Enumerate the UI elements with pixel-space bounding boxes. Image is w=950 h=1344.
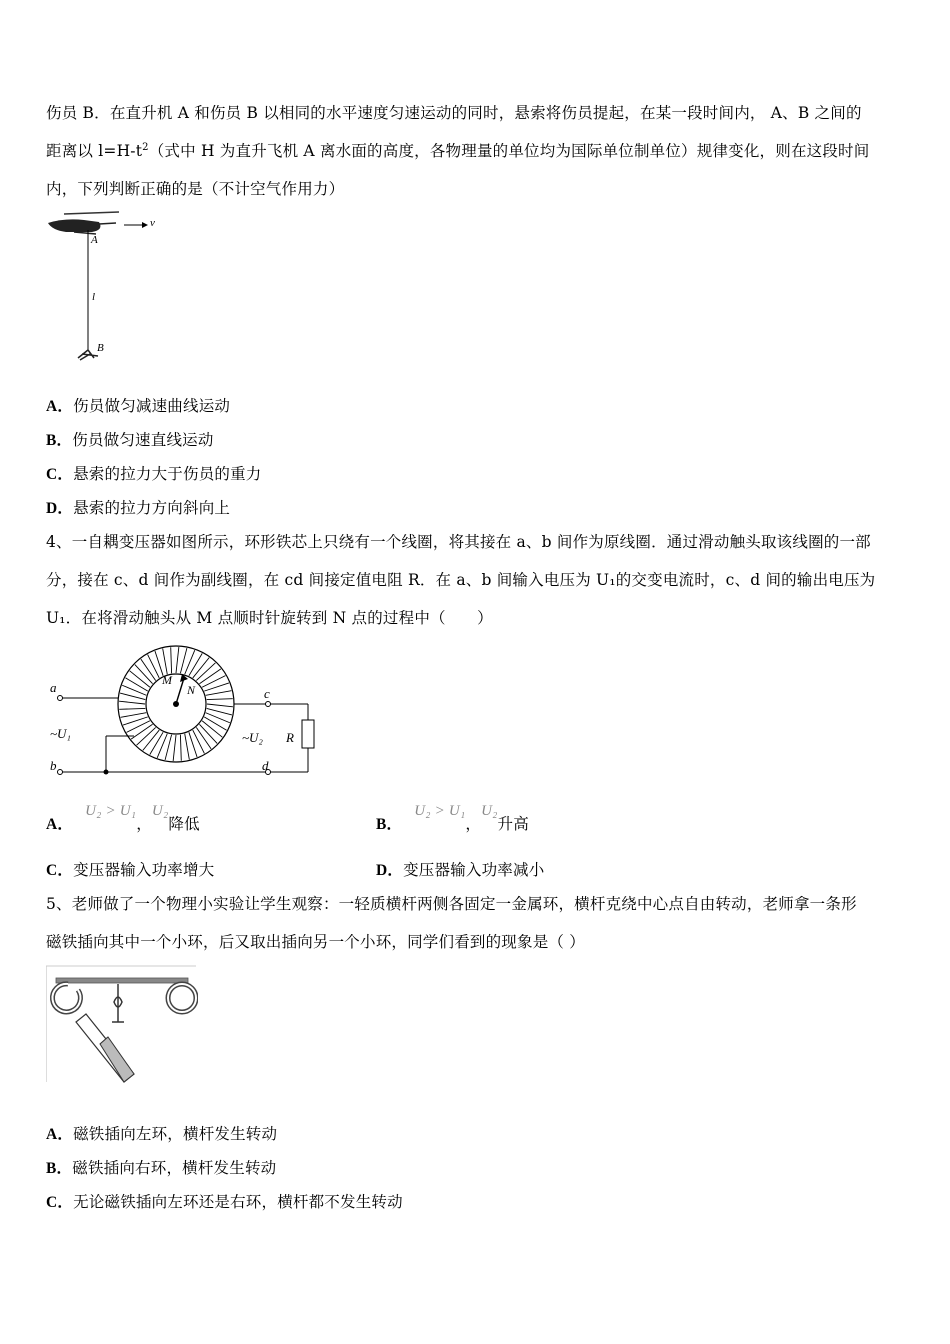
q3-option-d[interactable]: [46, 496, 230, 518]
coil-winding: [119, 708, 145, 709]
option-var: U₂: [481, 803, 498, 819]
coil-winding: [202, 721, 222, 737]
option-text: 磁铁插向左环，横杆发生转动: [73, 1125, 278, 1143]
q5-option-a[interactable]: [46, 1122, 277, 1144]
q4-stem-line2: 分，接在 c、d 间作为副线圈，在 cd 间接定值电阻 R．在 a、b 间输入电压为 U₁的交变电流时，c、d 间的输出电压为: [46, 571, 876, 589]
option-label: B．: [46, 1160, 73, 1177]
q3-stem-sup: 2: [142, 141, 149, 153]
helicopter-figure: [44, 208, 164, 368]
option-text: 变压器输入功率减小: [403, 861, 545, 879]
coil-winding: [199, 669, 220, 684]
q5-option-b[interactable]: [46, 1156, 276, 1178]
q4-option-d[interactable]: [376, 858, 544, 880]
q3-option-a[interactable]: [46, 394, 230, 416]
option-text: 降低: [168, 815, 200, 833]
coil-winding: [119, 701, 145, 704]
q4-option-a[interactable]: [46, 798, 200, 833]
coil-winding: [196, 727, 211, 748]
coil-winding: [141, 659, 156, 680]
option-label: C．: [46, 466, 74, 483]
option-text: 伤员做匀减速曲线运动: [73, 397, 231, 415]
option-text: 升高: [497, 815, 529, 833]
coil-winding: [122, 685, 146, 695]
coil-winding: [180, 648, 187, 673]
q4-option-b[interactable]: [376, 798, 529, 833]
coil-winding: [120, 693, 145, 700]
q3-stem-line2b: （式中 H 为直升飞机 A 离水面的高度，各物理量的单位均为国际单位制单位）规律变化，则在这段时间: [148, 142, 870, 160]
q5-stem-line1: 5、老师做了一个物理小实验让学生观察：一轻质横杆两侧各固定一金属环，横杆克绕中心点自由转动，老师拿一条形: [46, 895, 857, 913]
coil-winding: [204, 717, 226, 730]
label-A: A: [91, 234, 98, 246]
option-label: A．: [46, 1126, 74, 1143]
q3-stem-line2a: 距离以 l=H-t: [46, 142, 143, 160]
option-label: A．: [46, 816, 74, 833]
q3-option-b[interactable]: [46, 428, 214, 450]
coil-winding: [185, 734, 190, 760]
coil-winding: [206, 713, 230, 723]
coil-winding: [165, 735, 172, 760]
coil-winding: [185, 650, 195, 674]
option-label: D．: [46, 500, 74, 517]
label-d: d: [262, 758, 269, 773]
transformer-figure: [44, 640, 324, 782]
coil-winding: [207, 699, 233, 700]
coil-winding: [199, 724, 217, 743]
option-label: C．: [46, 1194, 74, 1211]
coil-winding: [143, 730, 159, 750]
option-label: C．: [46, 862, 74, 879]
coil-winding: [207, 708, 232, 715]
option-formula: U₂ > U₁: [414, 803, 466, 819]
coil-winding: [121, 713, 147, 718]
option-label: A．: [46, 398, 74, 415]
option-text: 悬索的拉力大于伤员的重力: [73, 465, 262, 483]
coil-winding: [171, 647, 172, 673]
option-formula: U₂ > U₁: [85, 803, 137, 819]
label-N: N: [187, 683, 196, 697]
label-R: R: [286, 730, 294, 745]
option-text: 无论磁铁插向左环还是右环，横杆都不发生转动: [73, 1193, 403, 1211]
label-U2: ~U₂: [242, 730, 263, 745]
coil-winding: [137, 727, 156, 745]
option-sep: ，: [465, 815, 482, 833]
rings-figure: [46, 962, 198, 1086]
label-c: c: [264, 686, 270, 701]
coil-winding: [163, 649, 168, 675]
coil-winding: [131, 724, 152, 739]
coil-winding: [130, 671, 150, 687]
toroid-coil: [118, 646, 234, 762]
option-text: 伤员做匀速直线运动: [72, 431, 214, 449]
label-a: a: [50, 680, 57, 695]
q4-option-c[interactable]: [46, 858, 214, 880]
coil-winding: [157, 734, 167, 758]
option-text: 磁铁插向右环，横杆发生转动: [72, 1159, 277, 1177]
q4-stem-line1: 4、一自耦变压器如图所示，环形铁芯上只绕有一个线圈，将其接在 a、b 间作为原线圈．通过滑动触头取该线圈的一部: [46, 533, 871, 551]
q3-option-c[interactable]: [46, 462, 262, 484]
coil-winding: [150, 732, 163, 754]
q5-stem-line2: 磁铁插向其中一个小环，后又取出插向另一个小环，同学们看到的现象是（ ）: [46, 933, 585, 951]
coil-winding: [173, 735, 176, 761]
resistor-icon: [302, 720, 314, 748]
q5-option-c[interactable]: [46, 1190, 403, 1212]
coil-winding: [206, 691, 232, 696]
label-M: M: [162, 673, 172, 687]
option-label: B．: [376, 816, 403, 833]
coil-winding: [125, 678, 147, 691]
option-var: U₂: [151, 803, 169, 819]
q3-stem-line2: [46, 139, 869, 161]
coil-winding: [196, 663, 215, 681]
option-label: B．: [46, 432, 73, 449]
coil-winding: [180, 735, 181, 761]
label-l: l: [92, 291, 96, 303]
q3-stem-line1: 伤员 B．在直升机 A 和伤员 B 以相同的水平速度匀速运动的同时，悬索将伤员提起，在某一段时间内， A、B 之间的: [46, 104, 862, 122]
option-label: D．: [376, 862, 404, 879]
coil-winding: [135, 665, 153, 684]
q4-stem-line3: U₁．在将滑动触头从 M 点顺时针旋转到 N 点的过程中（ ）: [46, 609, 493, 627]
q3-stem-line3: 内，下列判断正确的是（不计空气作用力）: [46, 180, 345, 198]
label-b: b: [50, 758, 57, 773]
option-sep: ，: [136, 815, 152, 833]
coil-winding: [193, 658, 209, 678]
option-text: 变压器输入功率增大: [73, 861, 215, 879]
label-U1: ~U₁: [50, 726, 71, 741]
label-v: v: [150, 217, 155, 229]
option-text: 悬索的拉力方向斜向上: [73, 499, 231, 517]
coil-winding: [176, 647, 179, 673]
label-B: B: [97, 342, 104, 354]
coil-winding: [207, 704, 233, 707]
coil-winding: [189, 653, 202, 675]
